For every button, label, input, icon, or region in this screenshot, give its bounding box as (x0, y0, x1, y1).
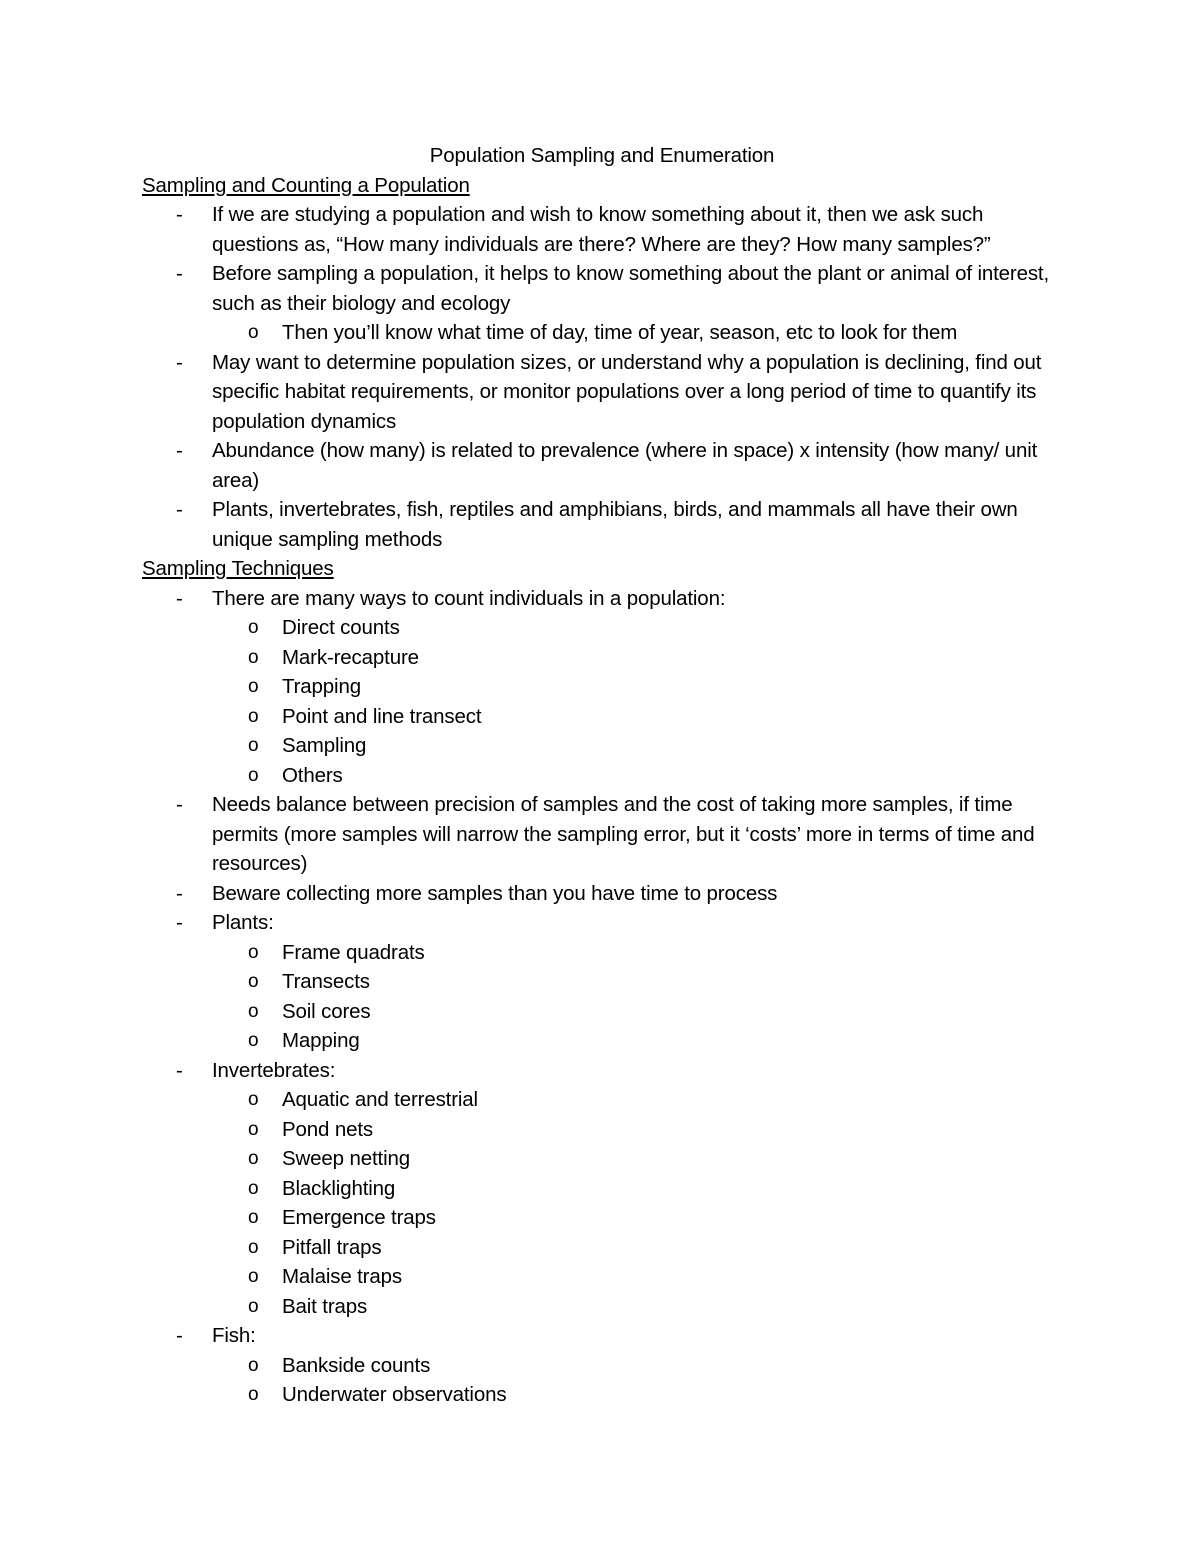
bullet-item (142, 1321, 1062, 1410)
circle-bullet-icon: o (248, 1177, 259, 1199)
bullet-text: Beware collecting more samples than you have time to process (212, 881, 778, 905)
sub-bullet-item (212, 1085, 1062, 1115)
dash-bullet-icon: - (176, 350, 183, 374)
sub-bullet-text: Pitfall traps (282, 1235, 382, 1259)
sub-bullet-item (212, 1380, 1062, 1410)
sub-bullet-text: Transects (282, 970, 370, 993)
sub-bullet-text: Mark-recapture (282, 645, 419, 669)
bullet-text: May want to determine population sizes, or understand why a population is declining, find out specific habitat requirements, or monitor populations over a long period of time to quantify its population dynamics (212, 350, 1042, 433)
sub-bullet-item (212, 1174, 1062, 1204)
sub-bullet-list (212, 318, 1062, 348)
sub-bullet-item (212, 938, 1062, 968)
sub-bullet-text: Emergence traps (282, 1206, 436, 1229)
bullet-text: Plants, invertebrates, fish, reptiles and amphibians, birds, and mammals all have their own unique sampling methods (212, 498, 1018, 551)
circle-bullet-icon: o (248, 1089, 259, 1110)
circle-bullet-icon: o (248, 735, 259, 756)
sub-bullet-item (212, 643, 1062, 673)
sub-bullet-item (212, 318, 1062, 348)
dash-bullet-icon: - (176, 586, 183, 610)
bullet-item (142, 790, 1062, 879)
sub-bullet-text: Sweep netting (282, 1147, 410, 1170)
bullet-text: If we are studying a population and wish to know something about it, then we ask such questions as, “How many individuals are there? Where are they? How many samples?” (212, 203, 991, 256)
sub-bullet-list (212, 938, 1062, 1056)
sub-bullet-item (212, 1351, 1062, 1381)
dash-bullet-icon: - (176, 881, 183, 905)
sub-bullet-item (212, 1262, 1062, 1292)
dash-bullet-icon: - (176, 793, 183, 816)
circle-bullet-icon: o (248, 617, 259, 638)
bullet-text: Invertebrates: (212, 1058, 336, 1082)
sub-bullet-item (212, 967, 1062, 997)
sub-bullet-item (212, 672, 1062, 702)
sub-bullet-item (212, 1144, 1062, 1174)
sub-bullet-text: Bankside counts (282, 1353, 431, 1377)
dash-bullet-icon: - (176, 262, 183, 285)
bullet-item (142, 495, 1062, 554)
bullet-item (142, 436, 1062, 495)
bullet-text: Fish: (212, 1324, 256, 1347)
sub-bullet-item (212, 1026, 1062, 1056)
circle-bullet-icon: o (248, 971, 259, 992)
dash-bullet-icon: - (176, 1324, 183, 1347)
sub-bullet-item (212, 1233, 1062, 1263)
sub-bullet-text: Underwater observations (282, 1383, 507, 1406)
sub-bullet-item (212, 997, 1062, 1027)
circle-bullet-icon: o (248, 646, 259, 668)
sub-bullet-text: Others (282, 763, 343, 787)
sub-bullet-text: Blacklighting (282, 1176, 396, 1200)
circle-bullet-icon: o (248, 941, 259, 963)
circle-bullet-icon: o (248, 1295, 259, 1317)
bullet-text: Abundance (how many) is related to prevalence (where in space) x intensity (how many/ unit area) (212, 439, 1038, 492)
bullet-text: Plants: (212, 911, 274, 934)
sub-bullet-item (212, 1292, 1062, 1322)
sub-bullet-list (212, 1085, 1062, 1321)
bullet-item (142, 200, 1062, 259)
sub-bullet-text: Sampling (282, 734, 367, 757)
bullet-list (142, 584, 1062, 1410)
circle-bullet-icon: o (248, 1354, 259, 1376)
circle-bullet-icon: o (248, 676, 259, 697)
circle-bullet-icon: o (248, 1148, 259, 1169)
bullet-list (142, 200, 1062, 554)
sub-bullet-item (212, 702, 1062, 732)
sub-bullet-item (212, 613, 1062, 643)
sub-bullet-text: Bait traps (282, 1294, 368, 1318)
dash-bullet-icon: - (176, 1058, 183, 1082)
bullet-text: There are many ways to count individuals in a population: (212, 586, 726, 610)
sub-bullet-item (212, 1203, 1062, 1233)
circle-bullet-icon: o (248, 1118, 259, 1140)
circle-bullet-icon: o (248, 1030, 259, 1051)
sub-bullet-text: Point and line transect (282, 704, 482, 728)
section-heading: Sampling and Counting a Population (142, 173, 470, 197)
circle-bullet-icon: o (248, 1384, 259, 1405)
dash-bullet-icon: - (176, 498, 183, 521)
sub-bullet-text: Pond nets (282, 1117, 373, 1141)
bullet-text: Before sampling a population, it helps to know something about the plant or animal of interest, such as their biology and ecology (212, 262, 1050, 315)
sub-bullet-list (212, 1351, 1062, 1410)
sub-bullet-text: Then you’ll know what time of day, time of year, season, etc to look for them (282, 321, 958, 344)
bullet-item (142, 584, 1062, 791)
sub-bullet-text: Direct counts (282, 616, 400, 639)
sub-bullet-text: Aquatic and terrestrial (282, 1088, 478, 1111)
bullet-item (142, 879, 1062, 909)
bullet-item (142, 1056, 1062, 1322)
bullet-text: Needs balance between precision of samples and the cost of taking more samples, if time permits (more samples will narrow the sampling error, but it ‘costs’ more in terms of time and resources) (212, 793, 1035, 875)
dash-bullet-icon: - (176, 439, 183, 462)
sub-bullet-text: Frame quadrats (282, 940, 425, 964)
bullet-item (142, 259, 1062, 348)
circle-bullet-icon: o (248, 1266, 259, 1287)
bullet-item (142, 348, 1062, 437)
sub-bullet-text: Malaise traps (282, 1265, 402, 1288)
sub-bullet-text: Mapping (282, 1029, 360, 1052)
sub-bullet-text: Soil cores (282, 999, 371, 1023)
circle-bullet-icon: o (248, 764, 259, 786)
sub-bullet-item (212, 1115, 1062, 1145)
dash-bullet-icon: - (176, 911, 183, 934)
dash-bullet-icon: - (176, 203, 183, 226)
circle-bullet-icon: o (248, 705, 259, 727)
sub-bullet-item (212, 761, 1062, 791)
circle-bullet-icon: o (248, 1236, 259, 1258)
sub-bullet-list (212, 613, 1062, 790)
document-body (142, 141, 1062, 1410)
circle-bullet-icon: o (248, 1000, 259, 1022)
sub-bullet-text: Trapping (282, 675, 361, 698)
circle-bullet-icon: o (248, 1207, 259, 1228)
document-title: Population Sampling and Enumeration (429, 144, 775, 167)
sub-bullet-item (212, 731, 1062, 761)
bullet-item (142, 908, 1062, 1056)
section-heading: Sampling Techniques (142, 557, 334, 580)
circle-bullet-icon: o (248, 322, 259, 343)
